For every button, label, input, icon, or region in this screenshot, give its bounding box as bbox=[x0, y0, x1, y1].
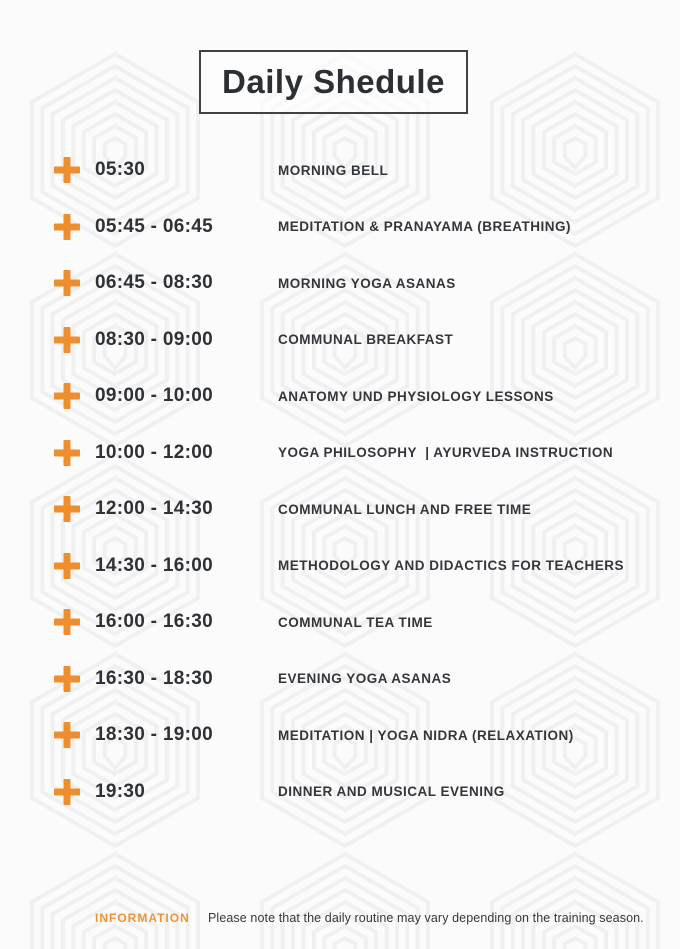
schedule-time: 05:45 - 06:45 bbox=[95, 215, 213, 237]
schedule-activity: COMMUNAL LUNCH AND FREE TIME bbox=[278, 501, 532, 517]
schedule-time: 14:30 - 16:00 bbox=[95, 554, 213, 576]
schedule-time: 06:45 - 08:30 bbox=[95, 272, 213, 293]
schedule-row bbox=[54, 553, 680, 577]
title-box bbox=[199, 50, 468, 114]
plus-icon bbox=[54, 609, 80, 635]
schedule-row bbox=[54, 609, 680, 633]
plus-icon bbox=[54, 496, 80, 522]
schedule-time: 18:30 - 19:00 bbox=[95, 724, 213, 745]
schedule-activity: MORNING BELL bbox=[278, 162, 389, 178]
schedule-activity: YOGA PHILOSOPHY | AYURVEDA INSTRUCTION bbox=[278, 445, 614, 460]
schedule-activity: EVENING YOGA ASANAS bbox=[278, 671, 452, 686]
schedule-time: 09:00 - 10:00 bbox=[95, 385, 213, 406]
schedule-time: 16:30 - 18:30 bbox=[95, 667, 213, 689]
schedule-row bbox=[54, 722, 680, 746]
schedule-time: 05:30 bbox=[95, 159, 146, 180]
schedule-row bbox=[54, 270, 680, 294]
schedule-row bbox=[54, 327, 680, 351]
schedule-row bbox=[54, 157, 680, 181]
schedule-page bbox=[0, 50, 680, 949]
plus-icon bbox=[54, 327, 80, 353]
plus-icon bbox=[54, 157, 80, 183]
schedule-activity: COMMUNAL TEA TIME bbox=[278, 614, 433, 630]
plus-icon bbox=[54, 214, 80, 240]
plus-icon bbox=[54, 553, 80, 579]
page-title: Daily Shedule bbox=[222, 63, 445, 100]
information-label: INFORMATION bbox=[95, 911, 190, 925]
schedule-time: 10:00 - 12:00 bbox=[95, 441, 213, 463]
schedule-row bbox=[54, 496, 680, 520]
schedule-activity: METHODOLOGY AND DIDACTICS FOR TEACHERS bbox=[278, 558, 625, 573]
schedule-time: 16:00 - 16:30 bbox=[95, 611, 213, 632]
schedule-activity: MORNING YOGA ASANAS bbox=[278, 275, 456, 291]
plus-icon bbox=[54, 270, 80, 296]
plus-icon bbox=[54, 440, 80, 466]
plus-icon bbox=[54, 383, 80, 409]
plus-icon bbox=[54, 779, 80, 805]
schedule-row bbox=[54, 214, 680, 238]
schedule-row bbox=[54, 440, 680, 464]
information-footer bbox=[95, 911, 644, 925]
schedule-list bbox=[54, 157, 680, 803]
schedule-activity: MEDITATION & PRANAYAMA (BREATHING) bbox=[278, 219, 571, 234]
plus-icon bbox=[54, 722, 80, 748]
schedule-time: 19:30 bbox=[95, 780, 146, 802]
schedule-row bbox=[54, 383, 680, 407]
schedule-activity: MEDITATION | YOGA NIDRA (RELAXATION) bbox=[278, 727, 574, 743]
schedule-activity: ANATOMY UND PHYSIOLOGY LESSONS bbox=[278, 388, 554, 404]
schedule-time: 12:00 - 14:30 bbox=[95, 498, 213, 519]
schedule-time: 08:30 - 09:00 bbox=[95, 328, 213, 350]
schedule-row bbox=[54, 666, 680, 690]
information-note: Please note that the daily routine may vary depending on the training season. bbox=[208, 911, 644, 925]
schedule-activity: COMMUNAL BREAKFAST bbox=[278, 332, 454, 347]
plus-icon bbox=[54, 666, 80, 692]
schedule-row bbox=[54, 779, 680, 803]
schedule-activity: DINNER AND MUSICAL EVENING bbox=[278, 784, 505, 799]
